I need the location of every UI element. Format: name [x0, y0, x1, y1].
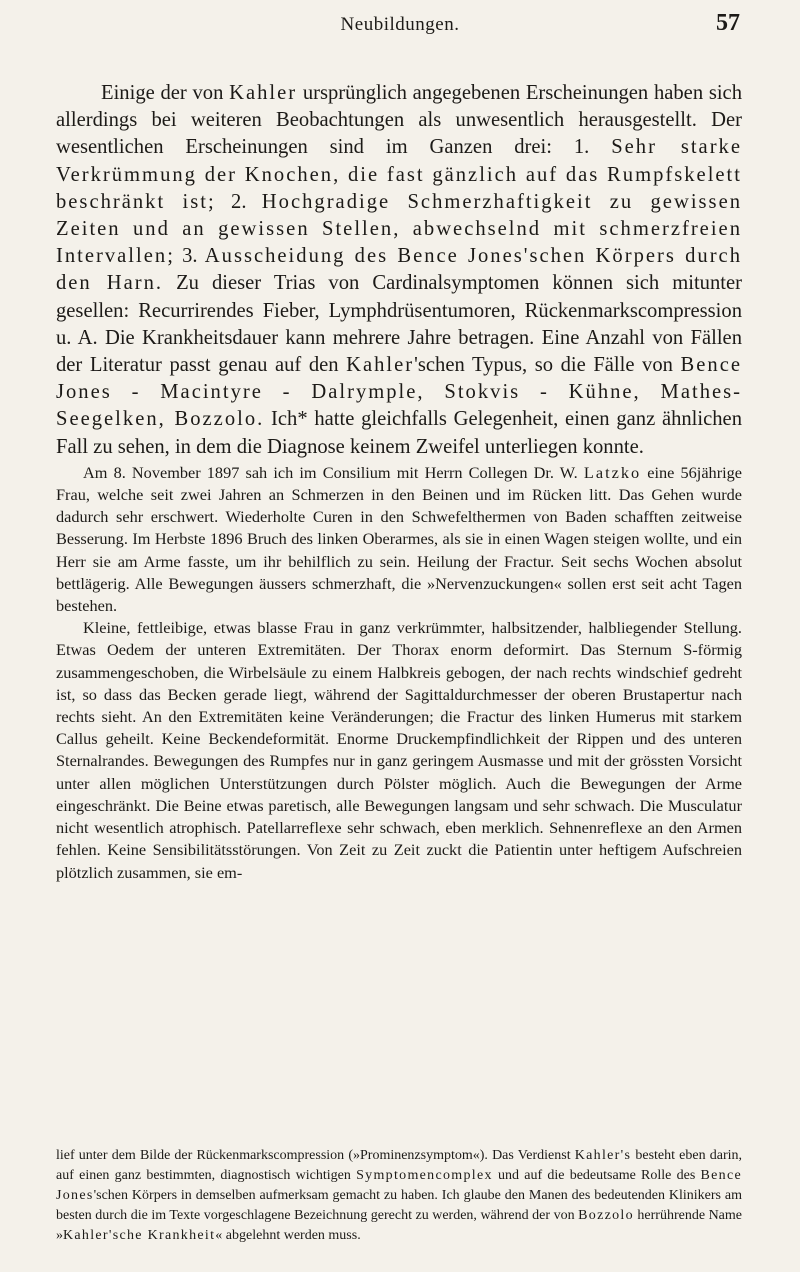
- running-title: Neubildungen.: [340, 14, 460, 35]
- case-paragraph-2: Kleine, fettleibige, etwas blasse Frau in ganz verkrümmter, halbsitzender, halbliegender Stellung. Etwas Oedem der unteren Extremitäten. Der Thorax enorm deformirt. Das Sternum S-förmig zusammengeschoben, die Wirbelsäule zu einem Halbkreis gebogen, der nach rechts windschief gedreht ist, so dass das Becken gerade liegt, während der Sagittaldurchmesser der oberen Brustapertur nach rechts sieht. An den Extremitäten keine Veränderungen; die Fractur des linken Humerus mit starkem Callus geheilt. Keine Beckendeformität. Enorme Druckempfindlichkeit der Rippen und des unteren Sternalrandes. Bewegungen des Rumpfes nur in ganz geringem Ausmasse und mit der grössten Vorsicht unter allen möglichen Unterstützungen durch Pölster möglich. Auch die Bewegungen der Arme eingeschränkt. Die Beine etwas paretisch, alle Bewegungen langsam und sehr schwach. Die Musculatur nicht wesentlich atrophisch. Patellarreflexe sehr schwach, eben merklich. Sehnenreflexe an den Armen fehlen. Keine Sensibilitätsstörungen. Von Zeit zu Zeit zuckt die Patientin unter heftigem Aufschreien plötzlich zusammen, sie em-: [56, 618, 742, 882]
- main-paragraph-block: [56, 80, 742, 461]
- text-run: Am 8. November 1897 sah ich im Consilium mit Herrn Collegen Dr. W.: [83, 462, 584, 482]
- author-name: Latzko: [583, 462, 642, 482]
- text-run: Ich* hatte gleichfalls Gelegenheit, einen ganz ähnlichen Fall zu sehen, in dem die Diagnose keinem Zweifel unterliegen konnte.: [56, 408, 742, 458]
- page-header: [0, 0, 800, 48]
- text-run: und auf die bedeutsame Rolle des: [492, 1167, 701, 1183]
- emphasis-term: Symptomencomplex: [356, 1167, 493, 1183]
- text-run: besteht eben darin, auf einen ganz bestimmten, diagnostisch wichtigen: [56, 1148, 742, 1183]
- text-run: lief unter dem Bilde der Rückenmarkscompression (»Prominenzsymptom«). Das Verdienst: [56, 1148, 575, 1163]
- text-run: « abgelehnt werden muss.: [215, 1227, 361, 1243]
- emphasis-term: Kahler'sche Krankheit: [63, 1227, 216, 1243]
- text-run: 2.: [215, 190, 262, 213]
- author-name: Kahler: [229, 82, 298, 104]
- footnote: [56, 1146, 742, 1246]
- text-run: Zu dieser Trias von Cardinalsymptomen können sich mitunter gesellen: Recurrirendes Fieber, Lymphdrüsentumoren, Rückenmarkscompression u. A. Die Krankheitsdauer kann mehrere Jahre betragen. Eine Anzahl von Fällen der Literatur passt genau auf den: [56, 272, 742, 377]
- text-run: 'schen Typus, so die Fälle von: [414, 354, 681, 377]
- author-name: Kahler: [346, 354, 415, 377]
- author-name: Bence Jones: [56, 1167, 742, 1203]
- case-report-block: [56, 462, 742, 884]
- author-name: Bozzolo: [578, 1207, 634, 1223]
- symptom-3: Ausscheidung des Bence Jones'schen Körpers durch den Harn.: [56, 245, 742, 295]
- text-run: eine 56jährige Frau, welche seit zwei Jahren an Schmerzen in den Beinen und im Rücken litt. Das Gehen wurde dadurch sehr erschwert. Wiederholte Curen in den Schwefelthermen von Baden schafften zeitweise Besserung. Im Herbste 1896 Bruch des linken Oberarmes, als sie in einen Wagen steigen wollte, und ein Herr sie am Arme fasste, um ihr behilflich zu sein. Heilung der Fractur. Seit sechs Wochen absolut bettlägerig. Alle Bewegungen äussers schmerzhaft, die »Nervenzuckungen« sollen erst seit acht Tagen bestehen.: [56, 462, 743, 616]
- symptom-1: Sehr starke Verkrümmung der Knochen, die fast gänzlich auf das Rumpfskelett beschränkt ist;: [56, 136, 742, 213]
- footnote-text: [56, 1146, 742, 1246]
- body-text: [56, 80, 742, 884]
- author-names: Bence Jones - Macintyre - Dalrymple, Stokvis - Kühne, Mathes-Seegelken, Bozzolo.: [56, 354, 742, 431]
- text-run: herrührende Name »: [56, 1207, 743, 1243]
- text-run: ursprünglich angegebenen Erscheinungen haben sich allerdings bei weiteren Beobachtungen als unwesentlich herausgestellt. Der wesentlichen Erscheinungen sind im Ganzen drei: 1.: [56, 82, 742, 159]
- author-name: Kahler's: [574, 1148, 632, 1163]
- paragraph-intro: [56, 80, 742, 461]
- text-run: 3.: [174, 245, 205, 268]
- symptom-2: Hochgradige Schmerzhaftigkeit zu gewissen Zeiten und an gewissen Stellen, abwechselnd mit schmerzfreien Intervallen;: [56, 190, 743, 268]
- text-run: Einige der von: [101, 82, 230, 104]
- text-run: 'schen Körpers in demselben aufmerksam gemacht zu haben. Ich glaube den Manen des bedeutenden Klinikers am besten durch die im Texte vorgeschlagene Bezeichnung gerecht zu werden, während der von: [56, 1187, 742, 1223]
- page-number: 57: [716, 10, 740, 36]
- case-paragraph-1: [56, 462, 742, 617]
